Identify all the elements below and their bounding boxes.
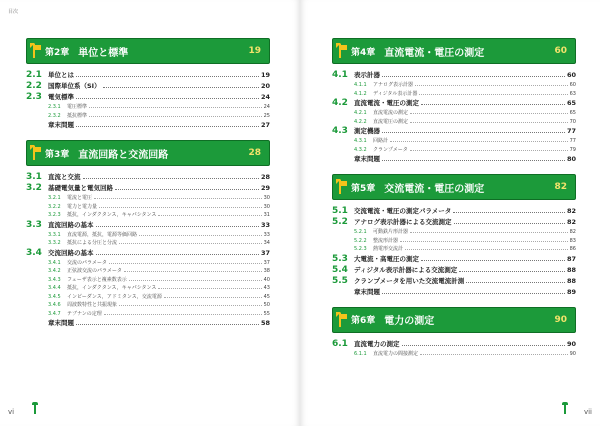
entry-page: 31 <box>263 212 270 218</box>
toc-section[interactable] <box>332 154 576 165</box>
entry-number: 4.1.2 <box>354 90 367 97</box>
entry-number: 2.3 <box>26 92 42 102</box>
toc-subsection[interactable] <box>332 228 576 237</box>
leader-dots <box>382 288 565 294</box>
entry-page: 65 <box>566 99 576 107</box>
entry-title: 電気標準 <box>48 93 74 101</box>
leader-dots <box>453 207 565 213</box>
leader-dots <box>139 232 262 236</box>
leader-dots <box>76 93 259 99</box>
toc-section[interactable] <box>332 276 576 287</box>
leader-dots <box>158 212 261 216</box>
entry-number: 2.1 <box>26 70 42 80</box>
entry-number: 4.3.1 <box>354 138 367 144</box>
entry-title: ディジタル表示計器による交流測定 <box>354 265 458 274</box>
entry-page: 88 <box>566 276 576 285</box>
leader-dots <box>466 277 565 283</box>
chapter-title: 単位と標準 <box>78 47 129 59</box>
entry-number: 3.2.3 <box>48 212 61 218</box>
entry-number: 3.2.2 <box>48 203 61 210</box>
running-head: 目次 <box>8 9 19 15</box>
entry-number: 5.1 <box>332 206 348 216</box>
chapter-header[interactable] <box>332 307 576 333</box>
entry-title: 直流と交流 <box>48 173 81 181</box>
leader-dots <box>89 113 262 117</box>
entry-title: 電力と電力量 <box>67 203 98 210</box>
entry-page: 90 <box>569 350 576 357</box>
toc-section[interactable] <box>26 318 270 329</box>
entry-title: 章末問題 <box>48 121 74 129</box>
entry-page: 40 <box>263 276 270 283</box>
toc-subsection[interactable] <box>26 310 270 319</box>
entry-number: 4.3 <box>332 126 348 136</box>
leader-dots <box>89 104 262 108</box>
chapter-header[interactable] <box>26 140 270 166</box>
leader-dots <box>164 294 262 298</box>
chapter-number: 第6章 <box>351 316 376 326</box>
chapter-page: 19 <box>248 46 261 56</box>
chapter-page: 60 <box>554 46 567 56</box>
entry-number: 3.4.6 <box>48 302 61 308</box>
entry-number: 5.2.1 <box>354 229 367 235</box>
entry-title: 章末問題 <box>48 319 74 327</box>
leader-dots <box>421 255 565 261</box>
entry-title: 直流電流の測定 <box>373 110 409 116</box>
chapter-title: 直流回路と交流回路 <box>78 149 169 161</box>
toc-section[interactable] <box>26 81 270 92</box>
toc-subsection[interactable] <box>332 81 576 90</box>
toc-subsection[interactable] <box>26 112 270 121</box>
entry-number: 6.1 <box>332 338 348 349</box>
toc-section[interactable] <box>332 254 576 265</box>
leader-dots <box>94 195 262 199</box>
entry-page: 20 <box>260 82 270 90</box>
flag-icon <box>338 313 348 327</box>
toc-subsection[interactable] <box>26 239 270 248</box>
chapter-header[interactable] <box>26 38 270 64</box>
leader-dots <box>96 249 259 255</box>
toc-section[interactable] <box>26 70 270 81</box>
leader-dots <box>109 260 262 264</box>
entry-title: 正弦波交流のパラメータ <box>67 268 122 274</box>
entry-title: 直流電流・電圧の測定 <box>354 99 419 107</box>
bookmark-icon <box>564 404 566 414</box>
entry-page: 60 <box>569 82 576 88</box>
entry-page: 55 <box>263 310 270 317</box>
leader-dots <box>410 229 568 233</box>
flag-icon <box>338 44 348 58</box>
leader-dots <box>76 121 259 127</box>
toc-section[interactable] <box>26 220 270 231</box>
leader-dots <box>390 138 568 142</box>
leader-dots <box>76 319 259 325</box>
entry-number: 2.3.1 <box>48 104 61 110</box>
chapter-title: 直流電流・電圧の測定 <box>384 47 485 59</box>
flag-icon <box>32 44 42 58</box>
chapter-gap <box>332 165 576 174</box>
chapter-number: 第4章 <box>351 47 376 58</box>
entry-number: 4.1 <box>332 70 348 80</box>
leader-dots <box>400 238 568 242</box>
entry-title: 可動鉄片形計器 <box>373 229 409 235</box>
entry-title: アナログ表示計器による交流測定 <box>354 218 452 226</box>
toc-subsection[interactable] <box>26 203 270 212</box>
entry-title: 章末問題 <box>354 155 380 163</box>
entry-page: 37 <box>260 248 270 257</box>
leader-dots <box>419 91 567 95</box>
entry-number: 5.2.2 <box>354 237 367 244</box>
leader-dots <box>119 240 262 244</box>
entry-page: 45 <box>263 293 270 300</box>
toc-section[interactable] <box>332 126 576 137</box>
chapter-header[interactable] <box>332 38 576 64</box>
leader-dots <box>104 311 262 315</box>
entry-number: 3.3 <box>26 219 42 230</box>
entry-number: 3.1 <box>26 172 42 182</box>
entry-page: 58 <box>260 319 270 327</box>
entry-number: 5.3 <box>332 253 348 264</box>
entry-page: 28 <box>260 173 270 181</box>
entry-title: 直流電圧の測定 <box>373 118 409 125</box>
entry-page: 65 <box>569 110 576 116</box>
leader-dots <box>103 82 259 88</box>
toc-subsection[interactable] <box>26 194 270 203</box>
toc-subsection[interactable] <box>26 284 270 293</box>
entry-number: 2.2 <box>26 81 42 91</box>
entry-page: 29 <box>260 184 270 192</box>
toc-subsection[interactable] <box>332 237 576 246</box>
leader-dots <box>421 99 565 105</box>
toc-section[interactable] <box>26 183 270 194</box>
entry-page: 38 <box>263 268 270 274</box>
flag-icon <box>32 146 42 160</box>
chapter-title: 交流電流・電圧の測定 <box>384 183 485 195</box>
chapter-gap <box>332 298 576 307</box>
entry-title: 国際単位系（SI） <box>48 82 101 90</box>
entry-page: 77 <box>569 138 576 144</box>
toc-subsection[interactable] <box>332 146 576 155</box>
toc-subsection[interactable] <box>332 137 576 146</box>
entry-title: 交流のパラメータ <box>67 259 107 266</box>
entry-page: 86 <box>569 246 576 252</box>
toc-subsection[interactable] <box>26 103 270 112</box>
leader-dots <box>129 277 262 281</box>
entry-page: 24 <box>260 93 270 101</box>
flag-icon <box>338 180 348 194</box>
entry-page: 77 <box>566 127 576 135</box>
toc-subsection[interactable] <box>332 245 576 254</box>
entry-page: 90 <box>566 339 576 348</box>
toc-subsection[interactable] <box>26 276 270 285</box>
entry-title: 単位とは <box>48 71 74 79</box>
entry-number: 5.2 <box>332 217 348 227</box>
toc-section[interactable] <box>332 287 576 298</box>
entry-title: テブナンの定理 <box>67 310 102 317</box>
toc-subsection[interactable] <box>26 301 270 310</box>
leader-dots <box>124 268 262 272</box>
chapter-number: 第3章 <box>45 149 70 160</box>
chapter-number: 第2章 <box>45 47 70 58</box>
entry-title: 回路計 <box>373 138 389 144</box>
toc-section[interactable] <box>26 248 270 259</box>
entry-number: 4.2.1 <box>354 110 367 116</box>
toc-section[interactable] <box>26 92 270 103</box>
toc-section[interactable] <box>26 120 270 131</box>
entry-page: 37 <box>263 259 270 266</box>
chapter-page: 28 <box>248 148 261 158</box>
entry-title: 表示計器 <box>354 71 380 79</box>
leader-dots <box>415 82 568 86</box>
entry-title: ディジタル表示計器 <box>373 90 418 97</box>
leader-dots <box>410 147 568 151</box>
entry-number: 3.3.2 <box>48 240 61 246</box>
toc-subsection[interactable] <box>26 259 270 268</box>
entry-number: 4.2.2 <box>354 118 367 125</box>
entry-page: 27 <box>260 121 270 129</box>
entry-page: 83 <box>569 237 576 244</box>
entry-number: 3.4.7 <box>48 310 61 317</box>
entry-title: フェーザ表示と複素数表示 <box>67 276 127 283</box>
toc-right <box>332 38 576 358</box>
leader-dots <box>158 285 261 289</box>
entry-page: 79 <box>569 146 576 153</box>
entry-page: 33 <box>263 231 270 238</box>
toc-subsection[interactable] <box>332 90 576 99</box>
leader-dots <box>420 351 568 355</box>
leader-dots <box>99 204 262 208</box>
chapter-number: 第5章 <box>351 183 376 194</box>
entry-page: 25 <box>263 112 270 119</box>
entry-page: 70 <box>569 118 576 125</box>
entry-title: 周波数特性と共振現象 <box>67 302 118 308</box>
toc-left <box>26 38 270 329</box>
entry-title: インピーダンス，アドミタンス，交流電源 <box>67 293 162 300</box>
toc-subsection[interactable] <box>332 118 576 127</box>
folio-right: vii <box>583 408 592 416</box>
entry-number: 4.1.1 <box>354 82 367 88</box>
entry-title: 基礎電気量と電気回路 <box>48 184 113 192</box>
entry-title: 交流電流・電圧の測定パラメータ <box>354 207 452 215</box>
entry-title: 直流電力の測定 <box>354 339 400 348</box>
chapter-gap <box>26 131 270 140</box>
toc-section[interactable] <box>332 98 576 109</box>
entry-title: 大電流・高電圧の測定 <box>354 254 419 263</box>
entry-number: 4.3.2 <box>354 146 367 153</box>
entry-title: 抵抗標準 <box>67 112 88 119</box>
entry-title: 抵抗，インダクタンス，キャパシタンス <box>67 212 157 218</box>
entry-title: 直流電力の間接測定 <box>373 350 419 357</box>
entry-title: 直流電源，抵抗，電源等価回路 <box>67 231 138 238</box>
entry-page: 43 <box>263 285 270 291</box>
leader-dots <box>382 127 565 133</box>
entry-number: 3.4.5 <box>48 293 61 300</box>
toc-subsection[interactable] <box>26 211 270 220</box>
entry-title: 章末問題 <box>354 287 380 296</box>
chapter-title: 電力の測定 <box>384 316 435 327</box>
entry-number: 3.4.3 <box>48 276 61 283</box>
leader-dots <box>459 266 565 272</box>
entry-title: 電圧標準 <box>67 104 88 110</box>
toc-subsection[interactable] <box>26 267 270 276</box>
toc-section[interactable] <box>332 217 576 228</box>
toc-section[interactable] <box>332 206 576 217</box>
entry-number: 3.4 <box>26 247 42 258</box>
chapter-page: 90 <box>554 314 567 325</box>
entry-page: 87 <box>566 254 576 263</box>
entry-number: 5.4 <box>332 264 348 275</box>
toc-subsection[interactable] <box>26 293 270 302</box>
folio-left: vi <box>8 408 15 416</box>
entry-page: 63 <box>569 90 576 97</box>
leader-dots <box>382 71 565 77</box>
entry-page: 24 <box>263 104 270 110</box>
leader-dots <box>382 155 565 161</box>
entry-number: 3.2.1 <box>48 195 61 201</box>
entry-title: 整流形計器 <box>373 237 399 244</box>
entry-page: 80 <box>566 155 576 163</box>
entry-number: 3.4.2 <box>48 268 61 274</box>
entry-page: 50 <box>263 302 270 308</box>
leader-dots <box>410 110 568 114</box>
leader-dots <box>96 221 259 227</box>
entry-page: 30 <box>263 195 270 201</box>
leader-dots <box>402 340 565 346</box>
entry-title: 電流と電圧 <box>67 195 93 201</box>
entry-title: 熱電形交流計 <box>373 246 404 252</box>
entry-title: 測定機器 <box>354 127 380 135</box>
entry-title: 抵抗，インダクタンス，キャパシタンス <box>67 285 157 291</box>
entry-number: 5.5 <box>332 275 348 286</box>
entry-title: 直流回路の基本 <box>48 220 94 229</box>
entry-page: 60 <box>566 71 576 79</box>
entry-number: 2.3.2 <box>48 112 61 119</box>
toc-section[interactable] <box>26 172 270 183</box>
entry-page: 19 <box>260 71 270 79</box>
toc-section[interactable] <box>332 70 576 81</box>
entry-number: 6.1.1 <box>354 350 367 357</box>
entry-page: 89 <box>566 287 576 296</box>
entry-number: 3.4.4 <box>48 285 61 291</box>
entry-title: クランプメータを用いた交流電流計測 <box>354 276 465 285</box>
leader-dots <box>119 302 262 306</box>
entry-page: 82 <box>566 218 576 226</box>
leader-dots <box>410 119 568 123</box>
toc-section[interactable] <box>332 265 576 276</box>
entry-page: 82 <box>566 207 576 215</box>
entry-number: 3.2 <box>26 183 42 193</box>
entry-title: アナログ表示計器 <box>373 82 414 88</box>
toc-subsection[interactable] <box>26 231 270 240</box>
entry-page: 88 <box>566 265 576 274</box>
entry-number: 3.4.1 <box>48 259 61 266</box>
right-page <box>300 0 600 426</box>
entry-page: 30 <box>263 203 270 210</box>
entry-page: 33 <box>260 220 270 229</box>
toc-subsection[interactable] <box>332 350 576 359</box>
entry-number: 5.2.3 <box>354 246 367 252</box>
chapter-page: 82 <box>554 182 567 192</box>
leader-dots <box>405 246 568 250</box>
chapter-header[interactable] <box>332 174 576 200</box>
toc-subsection[interactable] <box>332 109 576 118</box>
leader-dots <box>454 218 565 224</box>
entry-title: クランプメータ <box>373 146 408 153</box>
entry-title: 抵抗による分圧と分流 <box>67 240 118 246</box>
entry-title: 交流回路の基本 <box>48 248 94 257</box>
leader-dots <box>76 71 259 77</box>
entry-number: 4.2 <box>332 98 348 108</box>
entry-number: 3.3.1 <box>48 231 61 238</box>
leader-dots <box>115 184 259 190</box>
entry-page: 82 <box>569 229 576 235</box>
entry-page: 34 <box>263 240 270 246</box>
bookmark-icon <box>34 404 36 414</box>
toc-section[interactable] <box>332 339 576 350</box>
leader-dots <box>83 173 259 179</box>
